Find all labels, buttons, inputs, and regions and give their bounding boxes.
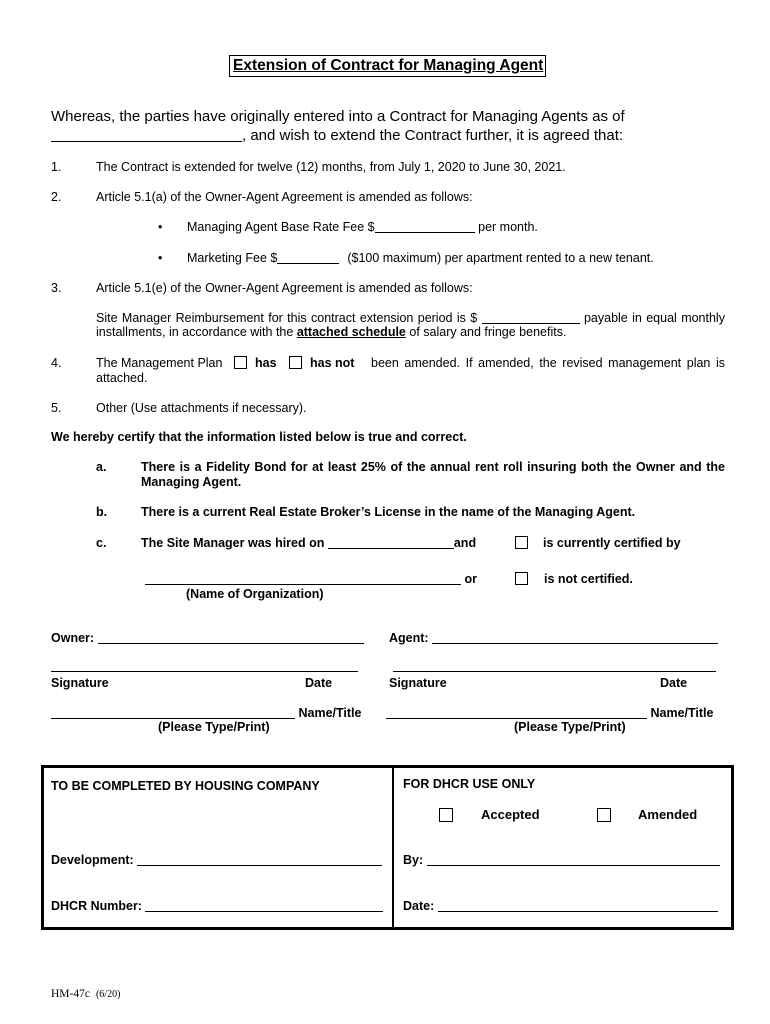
certifying-organization-field[interactable] <box>145 573 461 585</box>
accepted-label: Accepted <box>481 807 540 822</box>
plan-has-not-been-amended-checkbox[interactable] <box>289 356 302 369</box>
base-rate-fee-field[interactable] <box>375 221 475 233</box>
marketing-fee-note: ($100 maximum) per apartment rented to a new tenant. <box>347 251 654 265</box>
fidelity-bond-text-end: Managing Agent. <box>141 475 242 489</box>
site-manager-hired-line <box>141 536 476 551</box>
box-divider <box>392 765 394 930</box>
owner-row <box>51 631 364 646</box>
development-label: Development: <box>51 853 134 867</box>
original-contract-date-field[interactable] <box>51 130 242 142</box>
reimbursement-label: Site Manager Reimbursement for this contract extension period is $ <box>96 311 478 325</box>
agent-signature-label: Signature <box>389 676 447 690</box>
marketing-fee-label: Marketing Fee $ <box>187 251 278 265</box>
owner-print-caption: (Please Type/Print) <box>158 720 270 734</box>
agent-row <box>389 631 718 646</box>
form-title: Extension of Contract for Managing Agent <box>233 57 544 74</box>
dhcr-date-label: Date: <box>403 899 435 913</box>
owner-name-title-label: Name/Title <box>298 706 362 720</box>
reimbursement-amount-field[interactable] <box>482 312 580 324</box>
by-field[interactable] <box>427 854 720 866</box>
preamble-line-2 <box>51 127 623 145</box>
reimbursement-line-2 <box>96 325 566 340</box>
management-plan-text: been amended. If amended, the revised management plan is <box>371 356 725 370</box>
bullet-marker: • <box>158 220 163 234</box>
form-code: HM-47c <box>51 988 90 1000</box>
management-plan-label: The Management Plan <box>96 356 223 370</box>
agent-date-label: Date <box>660 676 688 690</box>
agent-signature-line[interactable] <box>393 671 716 672</box>
certify-c-letter: c. <box>96 536 107 550</box>
broker-license-text: There is a current Real Estate Broker’s License in the name of the Managing Agent. <box>141 505 636 519</box>
fidelity-bond-text: There is a Fidelity Bond for at least 25% of the annual rent roll insuring both the Owner and the <box>141 460 725 474</box>
base-rate-fee-line <box>187 220 538 235</box>
item-2-number: 2. <box>51 190 62 204</box>
owner-date-label: Date <box>305 676 333 690</box>
management-plan-text-end: attached. <box>96 371 148 385</box>
hire-date-field[interactable] <box>328 537 454 549</box>
dhcr-number-label: DHCR Number: <box>51 899 142 913</box>
marketing-fee-field[interactable] <box>277 252 339 264</box>
agent-field[interactable] <box>432 632 718 644</box>
hired-on-label: The Site Manager was hired on <box>141 536 325 550</box>
agent-name-title-field[interactable] <box>386 707 647 719</box>
amended-label: Amended <box>638 807 698 822</box>
amended-checkbox[interactable] <box>597 808 611 822</box>
option-has-not-label: has not <box>310 356 355 370</box>
reimbursement-line-2-text: installments, in accordance with the <box>96 325 294 339</box>
dhcr-number-field[interactable] <box>145 900 383 912</box>
currently-certified-checkbox[interactable] <box>515 536 528 549</box>
not-certified-checkbox[interactable] <box>515 572 528 585</box>
site-manager-reimbursement-line <box>96 311 725 326</box>
attached-schedule-emphasis: attached schedule <box>296 325 406 339</box>
certify-b-letter: b. <box>96 505 108 519</box>
item-3-text: Article 5.1(e) of the Owner-Agent Agreement is amended as follows: <box>96 281 473 295</box>
plan-has-been-amended-checkbox[interactable] <box>234 356 247 369</box>
item-5-number: 5. <box>51 401 62 415</box>
organization-caption: (Name of Organization) <box>186 587 324 601</box>
certification-statement: We hereby certify that the information listed below is true and correct. <box>51 430 467 444</box>
preamble-line-1: Whereas, the parties have originally entered into a Contract for Managing Agents as of <box>51 108 625 125</box>
certify-a-letter: a. <box>96 460 107 474</box>
housing-company-title: TO BE COMPLETED BY HOUSING COMPANY <box>51 779 320 793</box>
dhcr-number-row <box>51 899 383 914</box>
owner-label: Owner: <box>51 631 95 645</box>
owner-signature-line[interactable] <box>51 671 358 672</box>
owner-name-title-field[interactable] <box>51 707 295 719</box>
by-row <box>403 853 720 868</box>
reimbursement-line-2-end: of salary and fringe benefits. <box>409 325 567 339</box>
base-rate-fee-label: Managing Agent Base Rate Fee $ <box>187 220 375 234</box>
item-1-number: 1. <box>51 160 62 174</box>
agent-name-title-row <box>386 706 713 721</box>
agent-print-caption: (Please Type/Print) <box>514 720 626 734</box>
bullet-marker: • <box>158 251 163 265</box>
owner-signature-label: Signature <box>51 676 109 690</box>
form-revision-date: (6/20) <box>95 989 121 1000</box>
dhcr-date-field[interactable] <box>438 900 718 912</box>
item-4-number: 4. <box>51 356 62 370</box>
agent-name-title-label: Name/Title <box>650 706 714 720</box>
base-rate-fee-unit: per month. <box>478 220 538 234</box>
item-5-text: Other (Use attachments if necessary). <box>96 401 307 415</box>
dhcr-date-row <box>403 899 718 914</box>
owner-field[interactable] <box>98 632 364 644</box>
item-3-number: 3. <box>51 281 62 295</box>
form-footer <box>51 986 120 1002</box>
preamble-line-2-text: , and wish to extend the Contract further, it is agreed that: <box>242 127 624 144</box>
and-label: and <box>453 536 477 550</box>
form-title-box <box>229 55 546 77</box>
certifying-organization-line <box>145 572 477 587</box>
development-field[interactable] <box>137 854 382 866</box>
accepted-checkbox[interactable] <box>439 808 453 822</box>
owner-name-title-row <box>51 706 361 721</box>
item-1-text: The Contract is extended for twelve (12) months, from July 1, 2020 to June 30, 2021. <box>96 160 566 174</box>
agent-label: Agent: <box>389 631 429 645</box>
development-row <box>51 853 382 868</box>
dhcr-use-title: FOR DHCR USE ONLY <box>403 777 536 791</box>
item-2-text: Article 5.1(a) of the Owner-Agent Agreement is amended as follows: <box>96 190 473 204</box>
or-label: or <box>464 572 477 586</box>
not-certified-label: is not certified. <box>544 572 633 586</box>
marketing-fee-line <box>187 251 654 266</box>
currently-certified-label: is currently certified by <box>543 536 681 550</box>
option-has-label: has <box>255 356 277 370</box>
by-label: By: <box>403 853 424 867</box>
reimbursement-terms: payable in equal monthly <box>583 311 725 325</box>
